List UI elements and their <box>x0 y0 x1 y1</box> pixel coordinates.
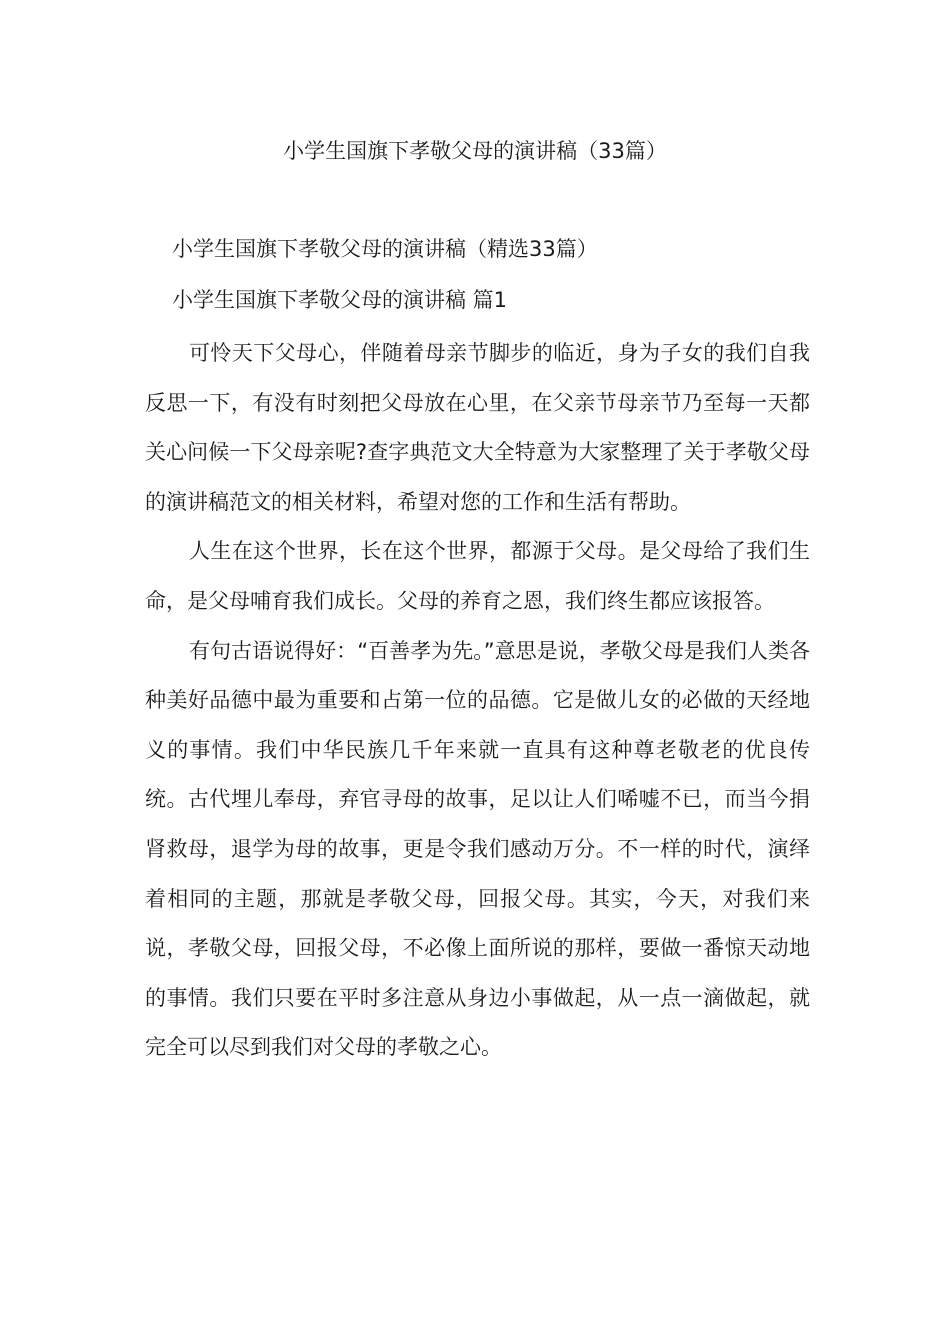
paragraph-2: 人生在这个世界，长在这个世界，都源于父母。是父母给了我们生命，是父母哺育我们成长。父母的养育之恩，我们终生都应该报答。 <box>145 539 810 613</box>
section-heading: 小学生国旗下孝敬父母的演讲稿 篇1 <box>172 288 508 312</box>
body-text <box>145 329 810 1073</box>
document-title: 小学生国旗下孝敬父母的演讲稿（33篇） <box>283 139 667 163</box>
paragraph-3: 有句古语说得好：“百善孝为先。”意思是说，孝敬父母是我们人类各种美好品德中最为重要和占第一位的品德。它是做儿女的必做的天经地义的事情。我们中华民族几千年来就一直具有这种尊老敬老的优良传统。古代埋儿奉母，弃官寻母的故事，足以让人们唏嘘不已，而当今捐肾救母，退学为母的故事，更是令我们感动万分。不一样的时代，演绎着相同的主题，那就是孝敬父母，回报父母。其实，今天，对我们来说，孝敬父母，回报父母，不必像上面所说的那样，要做一番惊天动地的事情。我们只要在平时多注意从身边小事做起，从一点一滴做起，就完全可以尽到我们对父母的孝敬之心。 <box>145 638 810 1060</box>
paragraph-1: 可怜天下父母心，伴随着母亲节脚步的临近，身为子女的我们自我反思一下，有没有时刻把父母放在心里，在父亲节母亲节乃至每一天都关心问候一下父母亲呢?查字典范文大全特意为大家整理了关于孝敬父母的演讲稿范文的相关材料，希望对您的工作和生活有帮助。 <box>145 341 810 514</box>
document-subtitle: 小学生国旗下孝敬父母的演讲稿（精选33篇） <box>172 237 598 261</box>
